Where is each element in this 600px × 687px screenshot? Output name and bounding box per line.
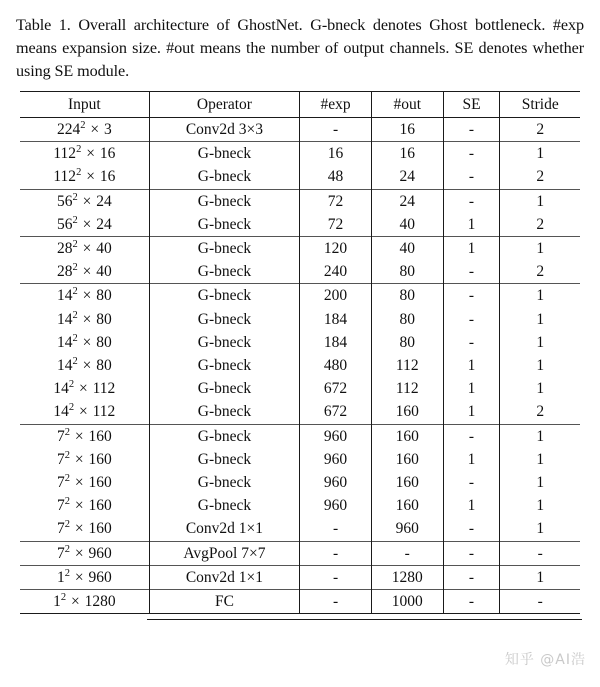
table-row <box>20 541 580 565</box>
input-exponent: 2 <box>64 519 70 531</box>
cell-operator: G-bneck <box>149 424 300 448</box>
table-row <box>20 471 580 494</box>
multiply-icon: × <box>82 168 99 186</box>
cell-stride: - <box>500 590 580 614</box>
cell-operator: G-bneck <box>149 284 300 308</box>
cell-operator: Conv2d 1×1 <box>149 565 300 589</box>
cell-se: - <box>443 331 500 354</box>
cell-exp: 960 <box>300 471 372 494</box>
multiply-icon: × <box>70 427 88 445</box>
multiply-icon: × <box>78 240 96 258</box>
architecture-table <box>20 91 580 614</box>
cell-exp: 72 <box>300 189 372 213</box>
input-channels: 160 <box>88 427 112 445</box>
cell-stride: 2 <box>536 168 545 186</box>
cell-input <box>20 590 149 614</box>
table-row <box>20 494 580 517</box>
cell-operator: AvgPool 7×7 <box>149 541 300 565</box>
table-caption: Table 1. Overall architecture of GhostNet. G-bneck denotes Ghost bottleneck. #exp means expansion size. #out means the number of output channels. SE denotes whether using SE module. <box>16 16 584 80</box>
input-exponent: 2 <box>60 591 67 603</box>
multiply-icon: × <box>67 593 84 611</box>
input-resolution: 112 <box>53 145 77 163</box>
cell-input <box>20 448 149 471</box>
cell-input <box>20 400 149 424</box>
cell-exp: 672 <box>300 377 372 400</box>
cell-stride: 2 <box>536 215 545 233</box>
multiply-icon: × <box>70 520 88 538</box>
input-resolution: 7 <box>56 520 65 538</box>
input-channels: 160 <box>88 450 112 468</box>
multiply-icon: × <box>70 497 88 515</box>
cell-operator: G-bneck <box>149 189 300 213</box>
input-resolution: 14 <box>56 287 73 305</box>
cell-stride: 1 <box>500 424 580 448</box>
multiply-icon: × <box>78 287 96 305</box>
cell-out: 24 <box>371 189 443 213</box>
cell-exp: 960 <box>300 448 372 471</box>
cell-input <box>20 284 149 308</box>
input-channels: 160 <box>88 497 112 515</box>
cell-operator: G-bneck <box>149 260 300 284</box>
cell-se: 1 <box>443 213 500 237</box>
table-row <box>20 354 580 377</box>
cell-operator: G-bneck <box>149 448 300 471</box>
input-channels: 80 <box>96 287 112 305</box>
input-resolution: 14 <box>56 357 73 375</box>
table-row <box>20 260 580 284</box>
cell-operator: G-bneck <box>149 471 300 494</box>
input-channels: 160 <box>88 474 112 492</box>
input-exponent: 2 <box>72 262 78 274</box>
cell-input <box>20 308 149 331</box>
cell-out: 80 <box>371 260 443 284</box>
cell-se: - <box>443 590 500 614</box>
cell-se: 1 <box>443 400 500 424</box>
cell-input <box>20 165 149 189</box>
cell-stride: 1 <box>500 284 580 308</box>
input-exponent: 2 <box>76 144 82 156</box>
input-resolution: 1 <box>53 593 61 611</box>
cell-stride: 1 <box>500 189 580 213</box>
cell-operator: G-bneck <box>149 354 300 377</box>
cell-stride: 1 <box>536 520 545 538</box>
cell-input <box>20 517 149 541</box>
cell-se: 1 <box>443 354 500 377</box>
cell-stride: 1 <box>536 450 545 468</box>
cell-exp: - <box>300 565 372 589</box>
cell-input <box>20 354 149 377</box>
cell-exp: 48 <box>300 165 372 189</box>
table-row <box>20 590 580 614</box>
input-channels: 24 <box>96 192 112 210</box>
input-exponent: 2 <box>64 543 70 555</box>
cell-out: 960 <box>371 517 443 541</box>
table-header <box>20 92 580 118</box>
table-row <box>20 284 580 308</box>
input-resolution: 112 <box>53 168 77 186</box>
multiply-icon: × <box>75 403 92 421</box>
cell-exp: - <box>300 118 372 142</box>
cell-se: - <box>443 565 500 589</box>
cell-stride: 2 <box>536 263 545 281</box>
cell-se: - <box>443 541 500 565</box>
cell-stride: 1 <box>500 565 580 589</box>
cell-se: - <box>443 118 500 142</box>
cell-exp: 184 <box>300 308 372 331</box>
cell-input <box>20 424 149 448</box>
cell-exp: 960 <box>300 424 372 448</box>
input-channels: 16 <box>99 145 116 163</box>
table-row <box>20 400 580 424</box>
cell-input <box>20 471 149 494</box>
input-exponent: 2 <box>72 286 78 298</box>
column-header-operator: Operator <box>149 92 300 118</box>
cell-out: 160 <box>371 494 443 517</box>
cell-operator: FC <box>149 590 300 614</box>
cell-exp: 184 <box>300 331 372 354</box>
table-row <box>20 448 580 471</box>
cell-stride: 1 <box>500 237 580 261</box>
multiply-icon: × <box>70 568 88 586</box>
cell-input <box>20 565 149 589</box>
cell-out: 16 <box>371 118 443 142</box>
input-channels: 112 <box>92 403 116 421</box>
multiply-icon: × <box>78 333 96 351</box>
cell-stride: 2 <box>500 118 580 142</box>
table-body <box>20 118 580 614</box>
cell-se: - <box>443 142 500 166</box>
input-channels: 160 <box>88 520 112 538</box>
cell-out: 160 <box>371 400 443 424</box>
table-row <box>20 517 580 541</box>
cell-se: - <box>443 517 500 541</box>
input-resolution: 224 <box>56 121 81 138</box>
multiply-icon: × <box>86 121 103 138</box>
cell-out: 112 <box>371 354 443 377</box>
cell-exp: 672 <box>300 400 372 424</box>
cell-se: 1 <box>443 494 500 517</box>
cell-out: 1280 <box>371 565 443 589</box>
cell-out: 160 <box>371 424 443 448</box>
input-exponent: 2 <box>68 402 75 414</box>
cell-stride: 1 <box>536 497 545 515</box>
table-container <box>16 91 584 614</box>
cell-stride: 1 <box>536 357 545 375</box>
cell-stride: 1 <box>500 142 580 166</box>
multiply-icon: × <box>70 474 88 492</box>
cell-out: 112 <box>371 377 443 400</box>
cell-input <box>20 189 149 213</box>
cell-se: - <box>443 471 500 494</box>
cell-operator: Conv2d 3×3 <box>149 118 300 142</box>
cell-out: 40 <box>371 237 443 261</box>
input-exponent: 2 <box>64 426 70 438</box>
input-channels: 960 <box>88 568 112 586</box>
input-channels: 1280 <box>84 593 116 611</box>
table-row <box>20 118 580 142</box>
cell-se: - <box>443 165 500 189</box>
input-exponent: 2 <box>64 496 70 508</box>
cell-input <box>20 142 149 166</box>
column-header-exp: #exp <box>300 92 372 118</box>
input-channels: 960 <box>88 544 112 562</box>
cell-exp: - <box>300 517 372 541</box>
input-exponent: 2 <box>72 332 78 344</box>
cell-input <box>20 237 149 261</box>
input-exponent: 2 <box>64 567 70 579</box>
input-exponent: 2 <box>72 191 78 203</box>
column-header-input: Input <box>20 92 149 118</box>
input-channels: 80 <box>96 310 112 328</box>
multiply-icon: × <box>78 310 96 328</box>
cell-input <box>20 377 149 400</box>
cell-se: - <box>443 284 500 308</box>
table-row <box>20 142 580 166</box>
cell-input <box>20 494 149 517</box>
cell-operator: G-bneck <box>149 400 300 424</box>
multiply-icon: × <box>78 192 96 210</box>
cell-se: - <box>443 424 500 448</box>
input-channels: 40 <box>96 240 112 258</box>
input-resolution: 7 <box>56 497 65 515</box>
cell-operator: Conv2d 1×1 <box>149 517 300 541</box>
multiply-icon: × <box>82 145 99 163</box>
input-exponent: 2 <box>72 309 78 321</box>
cell-operator: G-bneck <box>149 142 300 166</box>
input-exponent: 2 <box>64 472 70 484</box>
column-header-se: SE <box>443 92 500 118</box>
input-channels: 80 <box>96 333 112 351</box>
input-exponent: 2 <box>72 238 78 250</box>
cell-exp: 960 <box>300 494 372 517</box>
cell-exp: 120 <box>300 237 372 261</box>
input-resolution: 56 <box>56 192 73 210</box>
table-row <box>20 424 580 448</box>
multiply-icon: × <box>70 544 88 562</box>
cell-exp: 480 <box>300 354 372 377</box>
cell-se: - <box>443 189 500 213</box>
cell-operator: G-bneck <box>149 237 300 261</box>
table-row <box>20 213 580 237</box>
column-header-stride: Stride <box>500 92 580 118</box>
cell-operator: G-bneck <box>149 308 300 331</box>
cell-se: 1 <box>443 377 500 400</box>
cell-input <box>20 118 149 142</box>
input-channels: 16 <box>99 168 116 186</box>
input-exponent: 2 <box>72 214 78 226</box>
cell-out: 80 <box>371 284 443 308</box>
input-resolution: 7 <box>56 427 65 445</box>
cell-exp: - <box>300 590 372 614</box>
table-row <box>20 237 580 261</box>
input-channels: 112 <box>92 380 116 398</box>
input-exponent: 2 <box>76 167 82 179</box>
input-channels: 40 <box>96 263 112 281</box>
input-channels: 24 <box>96 215 112 233</box>
table-row <box>20 377 580 400</box>
input-resolution: 14 <box>53 403 69 421</box>
cell-exp: - <box>300 541 372 565</box>
cell-exp: 200 <box>300 284 372 308</box>
cell-stride: 1 <box>536 333 545 351</box>
cell-out: - <box>371 541 443 565</box>
cell-out: 80 <box>371 308 443 331</box>
cell-stride: 1 <box>536 310 545 328</box>
multiply-icon: × <box>78 263 96 281</box>
input-resolution: 28 <box>56 240 73 258</box>
cell-out: 1000 <box>371 590 443 614</box>
input-resolution: 7 <box>56 544 65 562</box>
cell-out: 24 <box>371 165 443 189</box>
input-exponent: 2 <box>72 355 78 367</box>
input-resolution: 14 <box>53 380 69 398</box>
input-channels: 3 <box>103 121 112 138</box>
cell-input <box>20 213 149 237</box>
cell-se: 1 <box>443 237 500 261</box>
cell-out: 16 <box>371 142 443 166</box>
cell-se: - <box>443 308 500 331</box>
cell-se: - <box>443 260 500 284</box>
input-resolution: 14 <box>56 333 73 351</box>
table-row <box>20 165 580 189</box>
cell-operator: G-bneck <box>149 165 300 189</box>
table-row <box>20 189 580 213</box>
cell-exp: 240 <box>300 260 372 284</box>
input-resolution: 14 <box>56 310 73 328</box>
table-row <box>20 308 580 331</box>
cell-input <box>20 541 149 565</box>
cell-stride: 2 <box>536 403 545 421</box>
cell-input <box>20 331 149 354</box>
cell-stride: - <box>500 541 580 565</box>
cell-stride: 1 <box>536 474 545 492</box>
multiply-icon: × <box>78 357 96 375</box>
watermark: 知乎 @AI浩 <box>504 652 586 668</box>
table-row <box>20 331 580 354</box>
header-row <box>20 92 580 118</box>
input-resolution: 7 <box>56 474 65 492</box>
cell-operator: G-bneck <box>149 494 300 517</box>
input-resolution: 7 <box>56 450 65 468</box>
multiply-icon: × <box>78 215 96 233</box>
column-header-out: #out <box>371 92 443 118</box>
input-exponent: 2 <box>80 119 86 131</box>
table-row <box>20 565 580 589</box>
input-resolution: 56 <box>56 215 73 233</box>
input-exponent: 2 <box>64 449 70 461</box>
cell-operator: G-bneck <box>149 213 300 237</box>
cell-out: 160 <box>371 448 443 471</box>
cell-se: 1 <box>443 448 500 471</box>
cell-operator: G-bneck <box>149 377 300 400</box>
cell-out: 80 <box>371 331 443 354</box>
input-exponent: 2 <box>68 379 75 391</box>
cell-input <box>20 260 149 284</box>
cell-exp: 16 <box>300 142 372 166</box>
cell-exp: 72 <box>300 213 372 237</box>
multiply-icon: × <box>75 380 92 398</box>
cell-operator: G-bneck <box>149 331 300 354</box>
cell-out: 40 <box>371 213 443 237</box>
multiply-icon: × <box>70 450 88 468</box>
input-channels: 80 <box>96 357 112 375</box>
cell-stride: 1 <box>536 380 545 398</box>
input-resolution: 28 <box>56 263 73 281</box>
cell-out: 160 <box>371 471 443 494</box>
input-resolution: 1 <box>56 568 65 586</box>
